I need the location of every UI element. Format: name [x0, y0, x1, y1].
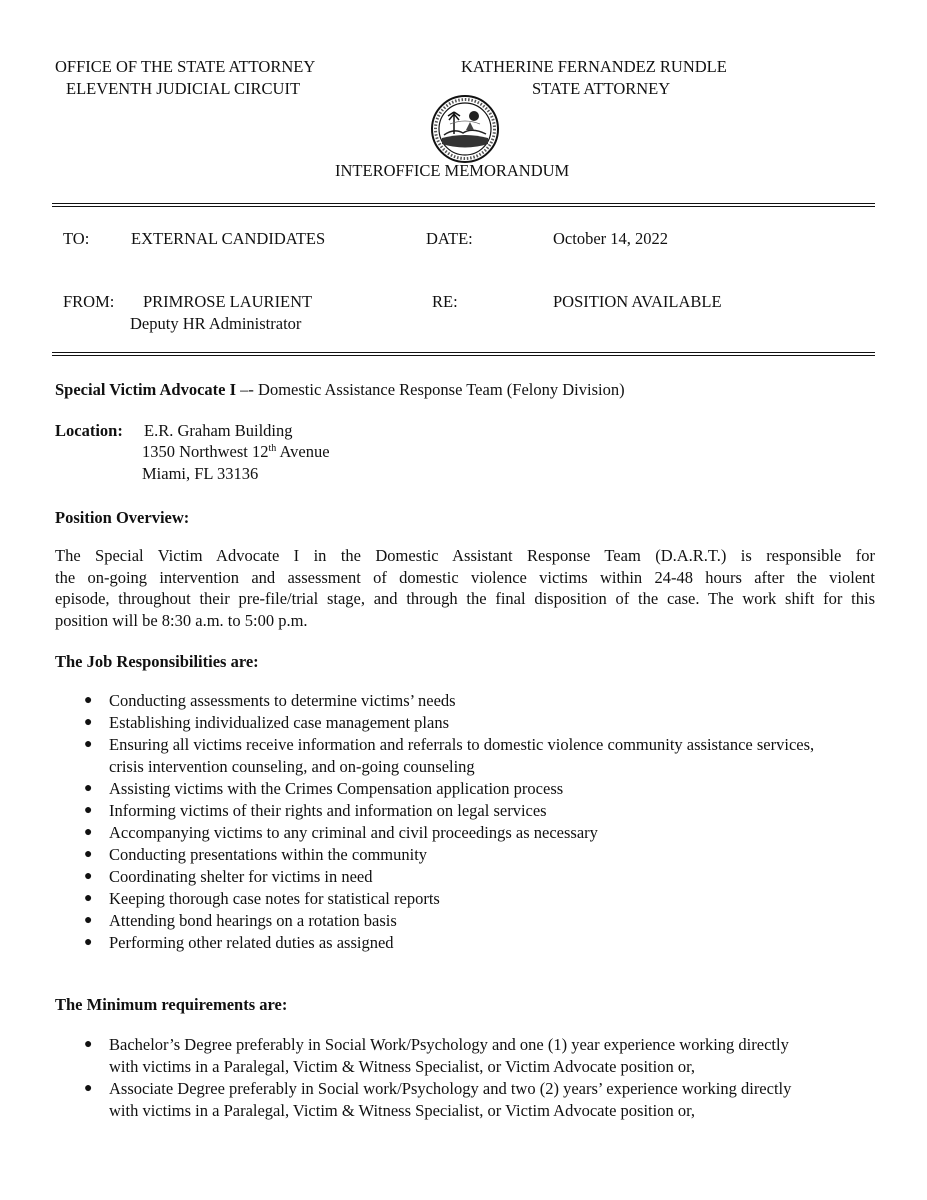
bullet-icon: ●	[84, 825, 93, 840]
list-item: ● Keeping thorough case notes for statistical reports	[84, 889, 440, 908]
location-label: Location:	[55, 421, 123, 440]
list-item: ● Ensuring all victims receive information and referrals to domestic violence community assistance services, crisis intervention counseling, and on-going counseling	[84, 735, 815, 776]
from-title: Deputy HR Administrator	[130, 314, 302, 333]
bullet-icon: ●	[84, 891, 93, 906]
list-item: ● Bachelor’s Degree preferably in Social Work/Psychology and one (1) year experience working directly with victims in a Paralegal, Victim & Witness Specialist, or Victim Advocate position or,	[84, 1035, 789, 1076]
list-item: ● Informing victims of their rights and information on legal services	[84, 801, 547, 820]
requirements-heading: The Minimum requirements are:	[55, 995, 288, 1014]
bullet-icon: ●	[84, 913, 93, 928]
location-city: Miami, FL 33136	[142, 464, 259, 483]
office-name: OFFICE OF THE STATE ATTORNEY	[55, 57, 316, 76]
position-title-rest: –- Domestic Assistance Response Team (Felony Division)	[236, 380, 625, 399]
overview-paragraph	[55, 545, 875, 631]
re-label: RE:	[432, 292, 458, 311]
overview-line: The Special Victim Advocate I in the Domestic Assistant Response Team (D.A.R.T.) is responsible for	[55, 546, 875, 565]
date-label: DATE:	[426, 229, 473, 248]
bullet-icon: ●	[84, 737, 93, 752]
street-post: Avenue	[276, 442, 330, 461]
list-item: ● Associate Degree preferably in Social work/Psychology and two (2) years’ experience working directly with victims in a Paralegal, Victim & Witness Specialist, or Victim Advocate position or,	[84, 1079, 792, 1120]
list-item: ● Establishing individualized case management plans	[84, 713, 449, 732]
list-item: ● Coordinating shelter for victims in need	[84, 867, 373, 886]
memo-fields-divider	[52, 352, 875, 356]
location-street	[142, 442, 330, 462]
street-pre: 1350 Northwest 12	[142, 442, 269, 461]
overview-line: the on-going intervention and assessment of domestic violence victims within 24-48 hours after the violent	[55, 567, 875, 587]
list-item: ● Conducting assessments to determine victims’ needs	[84, 691, 456, 710]
overview-line: position will be 8:30 a.m. to 5:00 p.m.	[55, 610, 308, 630]
state-seal-icon	[430, 94, 500, 164]
office-header	[55, 56, 315, 100]
list-item: ● Performing other related duties as assigned	[84, 933, 394, 952]
memo-title: INTEROFFICE MEMORANDUM	[335, 161, 570, 180]
list-item: ● Accompanying victims to any criminal and civil proceedings as necessary	[84, 823, 598, 842]
from-label: FROM:	[63, 292, 115, 311]
bullet-icon: ●	[84, 693, 93, 708]
to-value: EXTERNAL CANDIDATES	[131, 229, 326, 248]
overview-line: episode, throughout their pre-file/trial stage, and through the final disposition of the case. The work shift for this	[55, 589, 875, 608]
circuit-name: ELEVENTH JUDICIAL CIRCUIT	[66, 79, 301, 98]
bullet-icon: ●	[84, 715, 93, 730]
attorney-header	[461, 56, 727, 100]
header-divider	[52, 203, 875, 207]
re-value: POSITION AVAILABLE	[553, 292, 722, 311]
bullet-icon: ●	[84, 935, 93, 950]
from-name: PRIMROSE LAURIENT	[143, 292, 313, 311]
overview-heading: Position Overview:	[55, 508, 190, 527]
bullet-icon: ●	[84, 1037, 93, 1052]
bullet-icon: ●	[84, 803, 93, 818]
bullet-icon: ●	[84, 847, 93, 862]
bullet-icon: ●	[84, 869, 93, 884]
list-item: ● Assisting victims with the Crimes Compensation application process	[84, 779, 564, 798]
street-ordinal: th	[268, 443, 277, 454]
location-building: E.R. Graham Building	[144, 421, 293, 440]
attorney-title: STATE ATTORNEY	[532, 79, 671, 98]
to-label: TO:	[63, 229, 90, 248]
attorney-name: KATHERINE FERNANDEZ RUNDLE	[461, 57, 727, 76]
responsibilities-list	[0, 690, 814, 954]
position-title-bold: Special Victim Advocate I	[55, 380, 237, 399]
responsibilities-heading: The Job Responsibilities are:	[55, 652, 259, 671]
list-item: ● Conducting presentations within the community	[84, 845, 428, 864]
position-title	[55, 380, 625, 400]
date-value: October 14, 2022	[553, 229, 669, 248]
bullet-icon: ●	[84, 1081, 93, 1096]
bullet-icon: ●	[84, 781, 93, 796]
requirements-list	[0, 1034, 791, 1122]
list-item: ● Attending bond hearings on a rotation basis	[84, 911, 397, 930]
